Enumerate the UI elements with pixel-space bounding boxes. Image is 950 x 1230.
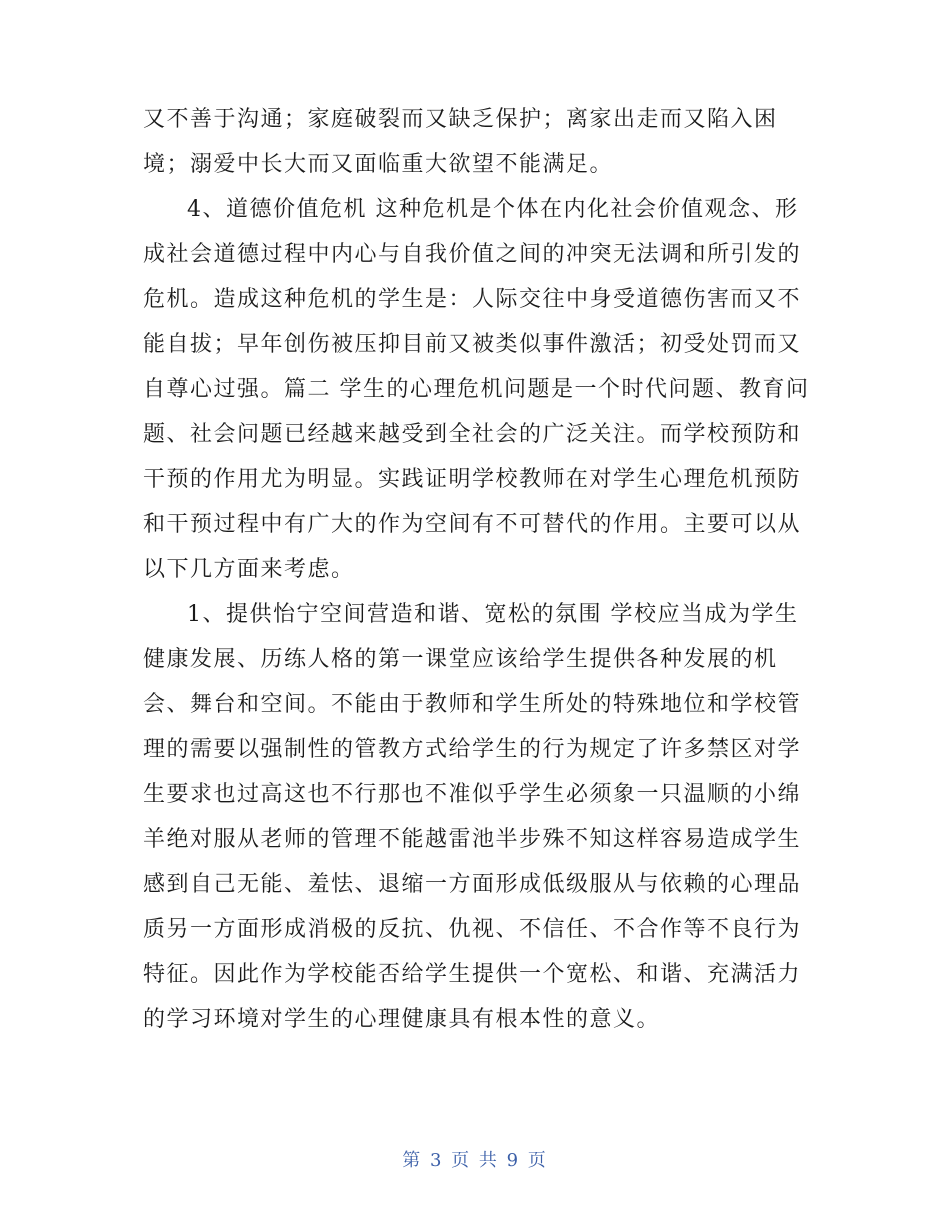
body-line: 会、舞台和空间。不能由于教师和学生所处的特殊地位和学校管 <box>143 692 802 717</box>
body-line: 成社会道德过程中内心与自我价值之间的冲突无法调和所引发的 <box>143 242 802 267</box>
body-line: 感到自己无能、羞怯、退缩一方面形成低级服从与依赖的心理品 <box>143 872 802 897</box>
body-line: 能自拔；早年创伤被压抑目前又被类似事件激活；初受处罚而又 <box>143 332 802 357</box>
body-line: 和干预过程中有广大的作为空间有不可替代的作用。主要可以从 <box>143 512 802 537</box>
body-line: 理的需要以强制性的管教方式给学生的行为规定了许多禁区对学 <box>143 737 802 762</box>
body-line: 羊绝对服从老师的管理不能越雷池半步殊不知这样容易造成学生 <box>143 827 802 852</box>
body-line: 干预的作用尤为明显。实践证明学校教师在对学生心理危机预防 <box>143 467 802 492</box>
body-line: 以下几方面来考虑。 <box>143 557 355 582</box>
body-line: 又不善于沟通；家庭破裂而又缺乏保护；离家出走而又陷入困 <box>143 107 778 132</box>
body-line: 1、提供怡宁空间营造和谐、宽松的氛围 学校应当成为学生 <box>187 602 799 627</box>
body-line: 境；溺爱中长大而又面临重大欲望不能满足。 <box>143 152 614 177</box>
body-line: 自尊心过强。篇二 学生的心理危机问题是一个时代问题、教育问 <box>143 377 810 402</box>
body-line: 题、社会问题已经越来越受到全社会的广泛关注。而学校预防和 <box>143 422 802 447</box>
body-line: 4、道德价值危机 这种危机是个体在内化社会价值观念、形 <box>187 197 799 222</box>
body-line: 特征。因此作为学校能否给学生提供一个宽松、和谐、充满活力 <box>143 962 802 987</box>
body-line: 质另一方面形成消极的反抗、仇视、不信任、不合作等不良行为 <box>143 917 802 942</box>
body-line: 的学习环境对学生的心理健康具有根本性的意义。 <box>143 1007 661 1032</box>
page-number-footer: 第 3 页 共 9 页 <box>402 1150 548 1171</box>
body-line: 危机。造成这种危机的学生是：人际交往中身受道德伤害而又不 <box>143 287 802 312</box>
body-line: 健康发展、历练人格的第一课堂应该给学生提供各种发展的机 <box>143 647 778 672</box>
body-line: 生要求也过高这也不行那也不准似乎学生必须象一只温顺的小绵 <box>143 782 802 807</box>
